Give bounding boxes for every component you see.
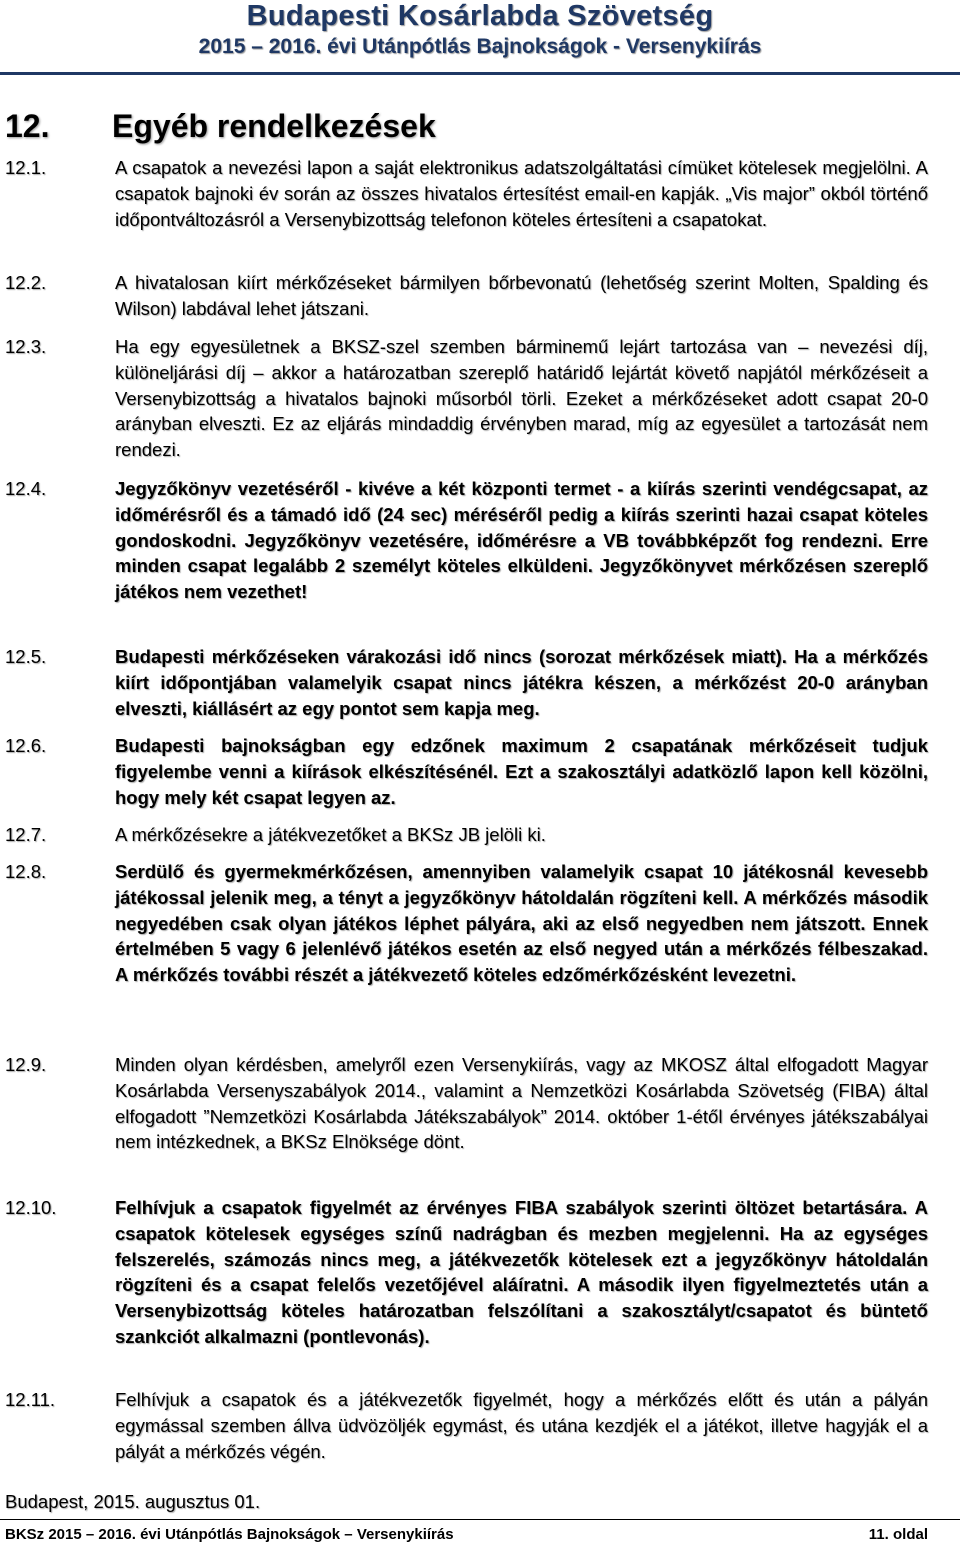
footer-divider [0,1519,960,1520]
rule-number: 12.4. [5,478,47,499]
rule-text: Serdülő és gyermekmérkőzésen, amennyiben valamelyik csapat 10 játékosnál kevesebb játékossal jelenik meg, a tényt a jegyzőkönyv hátoldalán rögzíteni kell. A mérkőzés második negyedében csak olyan játékos léphet pályára, aki az első negyedben nem játszott. Ennek értelmében 5 vagy 6 jelenlévő játékos esetén az első negyed után a mérkőzés félbeszakad. A mérkőzés további részét a játékvezető köteles edzőmérkőzésként levezetni. [115,861,928,986]
rule-text: Jegyzőkönyv vezetéséről - kivéve a két központi termet - a kiírás szerinti vendégcsapat, az időmérésről és a támadó idő (24 sec) méréséről pedig a kiírás szerinti hazai csapat köteles gondoskodni. Jegyzőkönyv vezetésére, időmérésre a VB továbbképzőt fog rendezni. Erre minden csapat legalább 2 személyt köteles elküldeni. Jegyzőkönyvet mérkőzésen szereplő játékos nem vezethet! [115,478,928,603]
rule-text: Minden olyan kérdésben, amelyről ezen Versenykiírás, vagy az MKOSZ által elfogadott Magyar Kosárlabda Versenyszabályok 2014., valamint a Nemzetközi Kosárlabda Szövetség (FIBA) által elfogadott ”Nemzetközi Kosárlabda Játékszabályok” 2014. október 1-étől érvényes játékszabályai nem intézkednek, a BKSz Elnöksége dönt. [115,1054,928,1153]
rule-number: 12.11. [5,1389,56,1410]
rule-number: 12.8. [5,861,47,882]
date-line: Budapest, 2015. augusztus 01. [5,1491,261,1512]
rule-text: A csapatok a nevezési lapon a saját elektronikus adatszolgáltatási címüket kötelesek megjelölni. A csapatok bajnoki év során az összes hivatalos értesítést email-en kapják. „Vis major” okból történő időpontváltozásról a Versenybizottság telefonon köteles értesíteni a csapatokat. [115,157,928,230]
page-number: 11. oldal [868,1526,928,1543]
rule-text: Budapesti bajnokságban egy edzőnek maximum 2 csapatának mérkőzéseit tudjuk figyelembe venni a kiírások elkészítésénél. Ezt a szakosztályi adatközlő lapon kell közölni, hogy mely két csapat legyen az. [115,735,928,808]
header-title: Budapesti Kosárlabda Szövetség [246,0,714,32]
rule-text: A mérkőzésekre a játékvezetőket a BKSz JB jelöli ki. [115,824,546,845]
rule-number: 12.3. [5,336,47,357]
rule-number: 12.10. [5,1197,57,1218]
rule-text: A hivatalosan kiírt mérkőzéseket bármilyen bőrbevonatú (lehetőség szerint Molten, Spalding és Wilson) labdával lehet játszani. [115,272,928,319]
rule-text: Felhívjuk a csapatok és a játékvezetők figyelmét, hogy a mérkőzés előtt és után a pályán egymással szemben állva üdvözöljék egymást, és utána kezdjék el a játékot, illetve hagyják el a pályát a mérkőzés végén. [115,1389,928,1462]
header-divider [0,72,960,75]
rule-number: 12.1. [5,157,47,178]
section-heading [5,108,436,145]
rule-text: Felhívjuk a csapatok figyelmét az érvényes FIBA szabályok szerinti öltözet betartására. A csapatok kötelesek egységes színű nadrágban és mezben megjelenni. Ha az egységes felszerelés, számozás nincs meg, a játékvezetők kötelesek ezt a jegyzőkönyv hátoldalán rögzíteni és a csapat felelős vezetőjével aláíratni. A második ilyen figyelmeztetés után a Versenybizottság köteles határozatban felszólítani a szakosztályt/csapatot és büntető szankciót alkalmazni (pontlevonás). [115,1197,928,1347]
page-header [0,0,960,59]
section-title: Egyéb rendelkezések [112,108,436,144]
rule-text: Ha egy egyesületnek a BKSZ-szel szemben bárminemű lejárt tartozása van – nevezési díj, különeljárási díj – akkor a határozatban szereplő határidő lejártát követő napjától mérkőzéseit a Versenybizottság a hivatalos bajnoki műsorból törli. Ezeket a mérkőzéseket adott csapat 20-0 arányban elveszti. Ez az eljárás mindaddig érvényben marad, míg az egyesület a tartozását nem rendezi. [115,336,928,461]
footer-text: BKSz 2015 – 2016. évi Utánpótlás Bajnokságok – Versenykiírás [5,1526,454,1543]
header-subtitle: 2015 – 2016. évi Utánpótlás Bajnokságok - Versenykiírás [198,35,762,58]
rule-number: 12.9. [5,1054,47,1075]
rule-number: 12.7. [5,824,47,845]
rule-number: 12.6. [5,735,47,756]
rule-number: 12.2. [5,272,47,293]
section-number: 12. [5,108,50,144]
rule-text: Budapesti mérkőzéseken várakozási idő nincs (sorozat mérkőzések miatt). Ha a mérkőzés kiírt időpontjában valamelyik csapat nincs játékra készen, a mérkőzést 20-0 arányban elveszti, kiállásért az egy pontot sem kapja meg. [115,646,928,719]
rule-number: 12.5. [5,646,47,667]
